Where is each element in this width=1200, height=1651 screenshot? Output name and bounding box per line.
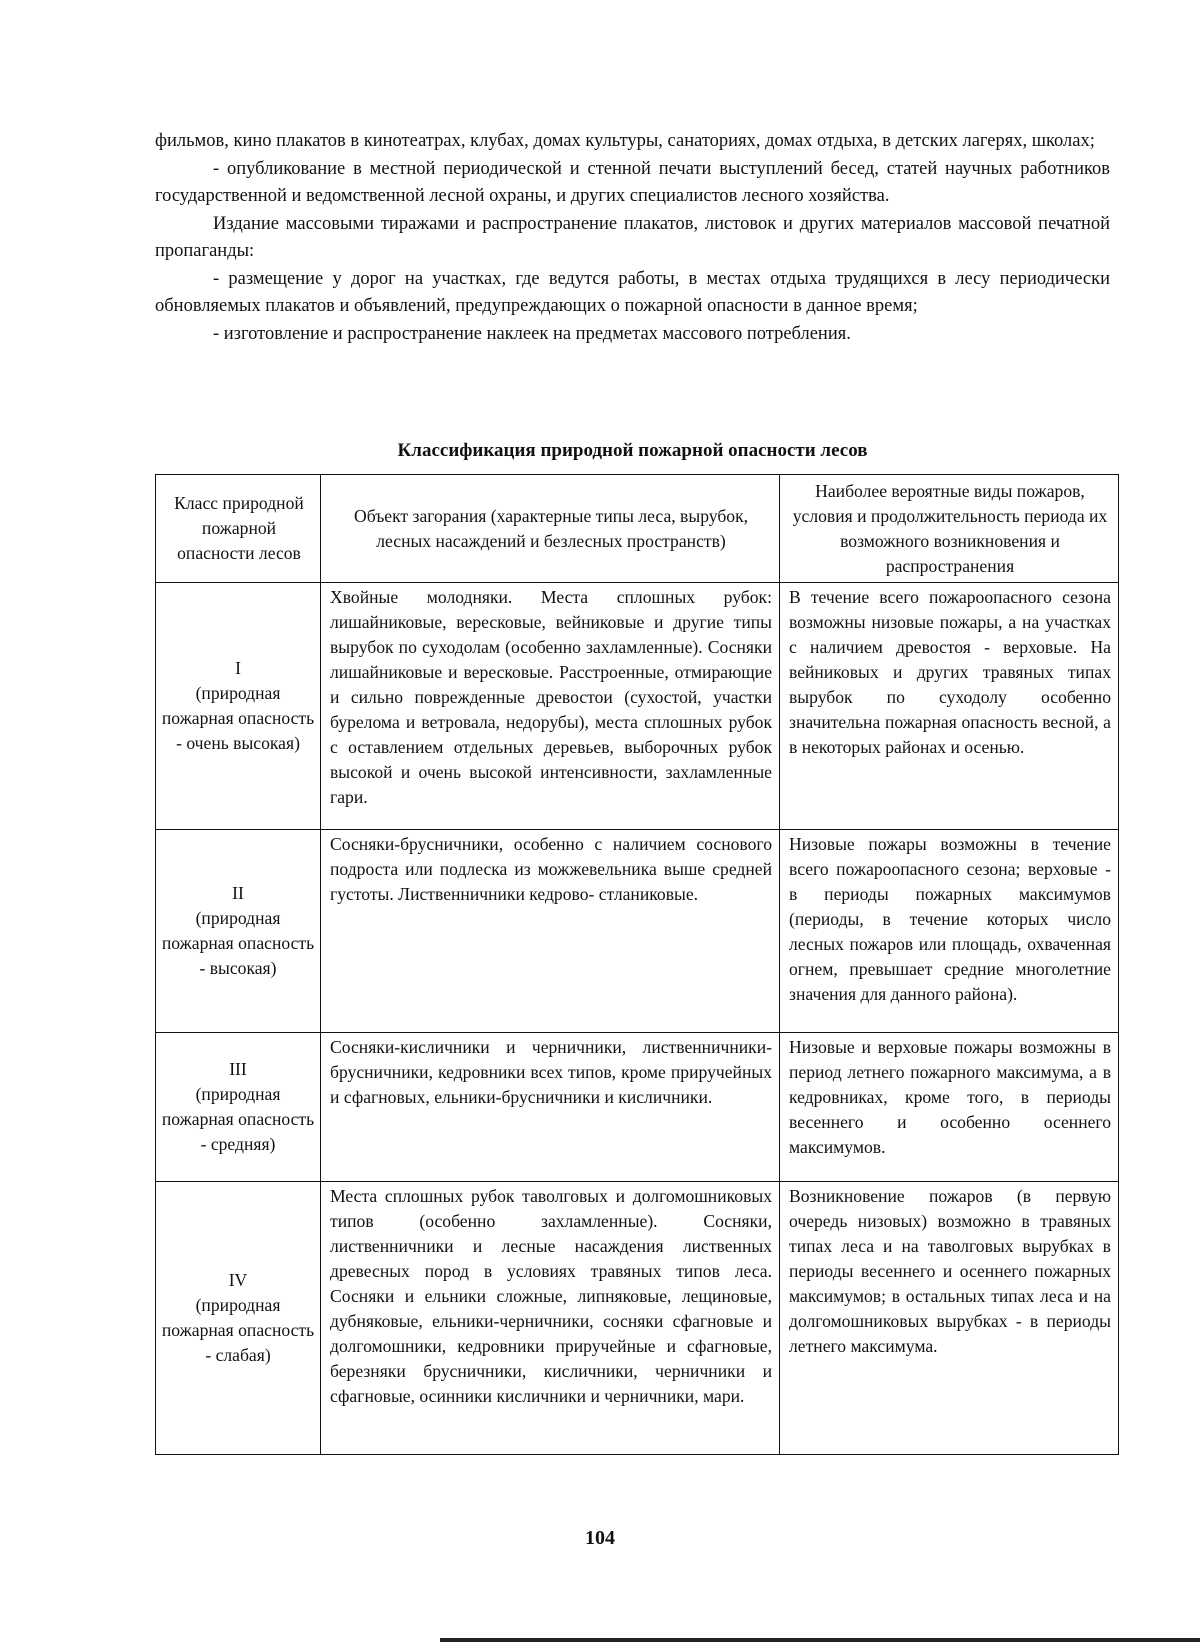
class-cell (156, 830, 321, 1033)
object-cell: Сосняки-кисличники и черничники, лиственничники-брусничники, кедровники всех типов, кроме приручейных и сфагновых, ельники-брусничники и кисличники. (321, 1033, 780, 1182)
class-number: III (229, 1059, 247, 1079)
paragraph-3: Издание массовыми тиражами и распространение плакатов, листовок и других материалов массовой печатной пропаганды: (155, 213, 1110, 261)
class-description: (природная пожарная опасность - очень высокая) (161, 683, 315, 753)
conditions-cell: Низовые и верховые пожары возможны в период летнего пожарного максимума, а в кедровниках, кроме того, в периоды весеннего и особенно осеннего максимумов. (780, 1033, 1119, 1182)
table-row (156, 1182, 1119, 1455)
conditions-cell: Возникновение пожаров (в первую очередь низовых) возможно в травяных типах леса и на таволговых вырубках в периоды весеннего и осеннего пожарных максимумов; в остальных типах леса и на долгомошниковых вырубках - в периоды летнего максимума. (780, 1182, 1119, 1455)
table-title: Классификация природной пожарной опасности лесов (397, 440, 868, 461)
table-header-row (156, 475, 1119, 583)
class-cell (156, 583, 321, 830)
paragraph-5: - изготовление и распространение наклеек на предметах массового потребления. (213, 323, 851, 344)
conditions-cell: Низовые пожары возможны в течение всего пожароопасного сезона; верховые - в периоды пожарных максимумов (периоды, в течение которых число лесных пожаров или площадь, охваченная огнем, превышает средние многолетние значения для данного района). (780, 830, 1119, 1033)
body-text (155, 128, 1110, 348)
conditions-cell: В течение всего пожароопасного сезона возможны низовые пожары, а на участках с наличием древостоя - верховые. На вейниковых и других травяных типах вырубок по суходолу особенно значительна пожарная опасность весной, а в некоторых районах и осенью. (780, 583, 1119, 830)
bottom-divider (440, 1638, 1200, 1642)
page-number: 104 (585, 1527, 615, 1549)
class-number: IV (228, 1270, 248, 1290)
class-description: (природная пожарная опасность - слабая) (161, 1295, 315, 1365)
header-conditions: Наиболее вероятные виды пожаров, условия и продолжительность периода их возможного возникновения и распространения (780, 475, 1119, 583)
class-number: II (232, 883, 244, 903)
fire-danger-table (155, 474, 1119, 1455)
paragraph-4: - размещение у дорог на участках, где ведутся работы, в местах отдыха трудящихся в лесу периодически обновляемых плакатов и объявлений, предупреждающих о пожарной опасности в данное время; (155, 268, 1110, 316)
header-object: Объект загорания (характерные типы леса, вырубок, лесных насаждений и безлесных пространств) (321, 475, 780, 583)
table-row (156, 830, 1119, 1033)
class-description: (природная пожарная опасность - высокая) (161, 908, 315, 978)
class-description: (природная пожарная опасность - средняя) (161, 1084, 315, 1154)
paragraph-1: фильмов, кино плакатов в кинотеатрах, клубах, домах культуры, санаториях, домах отдыха, в детских лагерях, школах; (155, 131, 1095, 151)
paragraph-2: - опубликование в местной периодической и стенной печати выступлений бесед, статей научных работников государственной и ведомственной лесной охраны, и других специалистов лесного хозяйства. (155, 158, 1110, 206)
class-cell (156, 1182, 321, 1455)
object-cell: Места сплошных рубок таволговых и долгомошниковых типов (особенно захламленные). Сосняки, лиственничники и лесные насаждения лиственных древесных пород в условиях травяных типов леса. Сосняки и ельники сложные, липняковые, лещиновые, дубняковые, ельники-черничники, сосняки сфагновые и долгомошники, кедровники приручейные и сфагновые, березняки брусничники, кисличники, черничники и сфагновые, осинники кисличники и черничники, мари. (321, 1182, 780, 1455)
object-cell: Хвойные молодняки. Места сплошных рубок: лишайниковые, вересковые, вейниковые и другие типы вырубок по суходолам (особенно захламленные). Сосняки лишайниковые и вересковые. Расстроенные, отмирающие и сильно поврежденные древостои (сухостой, участки бурелома и ветровала, недорубы), места сплошных рубок с оставлением отдельных деревьев, выборочных рубок высокой и очень высокой интенсивности, захламленные гари. (321, 583, 780, 830)
table-row (156, 583, 1119, 830)
object-cell: Сосняки-брусничники, особенно с наличием соснового подроста или подлеска из можжевельника выше средней густоты. Лиственничники кедрово- стланиковые. (321, 830, 780, 1033)
class-cell (156, 1033, 321, 1182)
table-row (156, 1033, 1119, 1182)
header-class: Класс природной пожарной опасности лесов (156, 475, 321, 583)
class-number: I (235, 658, 241, 678)
